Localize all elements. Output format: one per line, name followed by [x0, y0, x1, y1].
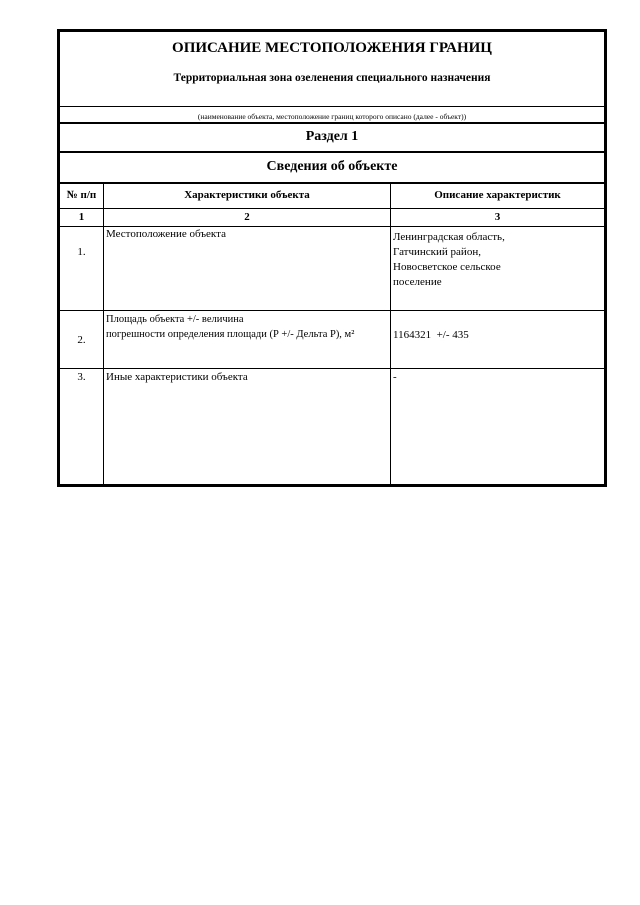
column-divider [390, 182, 391, 484]
row-divider [60, 368, 604, 369]
row-divider [60, 310, 604, 311]
row-2-number: 2. [77, 334, 86, 346]
table-top-border [60, 182, 604, 184]
divider [60, 106, 604, 107]
divider [60, 151, 604, 153]
row-1-characteristic: Местоположение объекта [106, 228, 226, 240]
column-number-1: 1 [78, 211, 85, 223]
section-label: Раздел 1 [305, 129, 359, 144]
header-characteristic: Характеристики объекта [184, 189, 310, 201]
divider [60, 122, 604, 124]
header-description: Описание характеристик [434, 189, 561, 201]
row-1-number: 1. [77, 246, 86, 258]
object-caption: (наименование объекта, местоположение границ которого описано (далее - объект)) [197, 112, 467, 121]
row-3-number: 3. [77, 371, 86, 383]
column-number-3: 3 [494, 211, 501, 223]
row-divider [60, 208, 604, 209]
row-2-description: 1164321 +/- 435 [393, 329, 469, 341]
section-title: Сведения об объекте [266, 159, 398, 174]
column-number-2: 2 [244, 211, 250, 223]
row-2-characteristic: Площадь объекта +/- величина погрешности определения площади (Р +/- Дельта Р), м² [106, 314, 355, 340]
boundary-description-document [57, 29, 607, 487]
column-divider [103, 182, 104, 484]
row-3-description: - [393, 371, 397, 383]
object-name: Территориальная зона озеленения специального назначения [173, 72, 491, 84]
row-1-description: Ленинградская область, Гатчинский район, Новосветское сельское поселение [393, 231, 505, 288]
document-title: ОПИСАНИЕ МЕСТОПОЛОЖЕНИЯ ГРАНИЦ [172, 40, 492, 56]
row-3-characteristic: Иные характеристики объекта [106, 371, 248, 383]
header-number: № п/п [66, 189, 97, 201]
